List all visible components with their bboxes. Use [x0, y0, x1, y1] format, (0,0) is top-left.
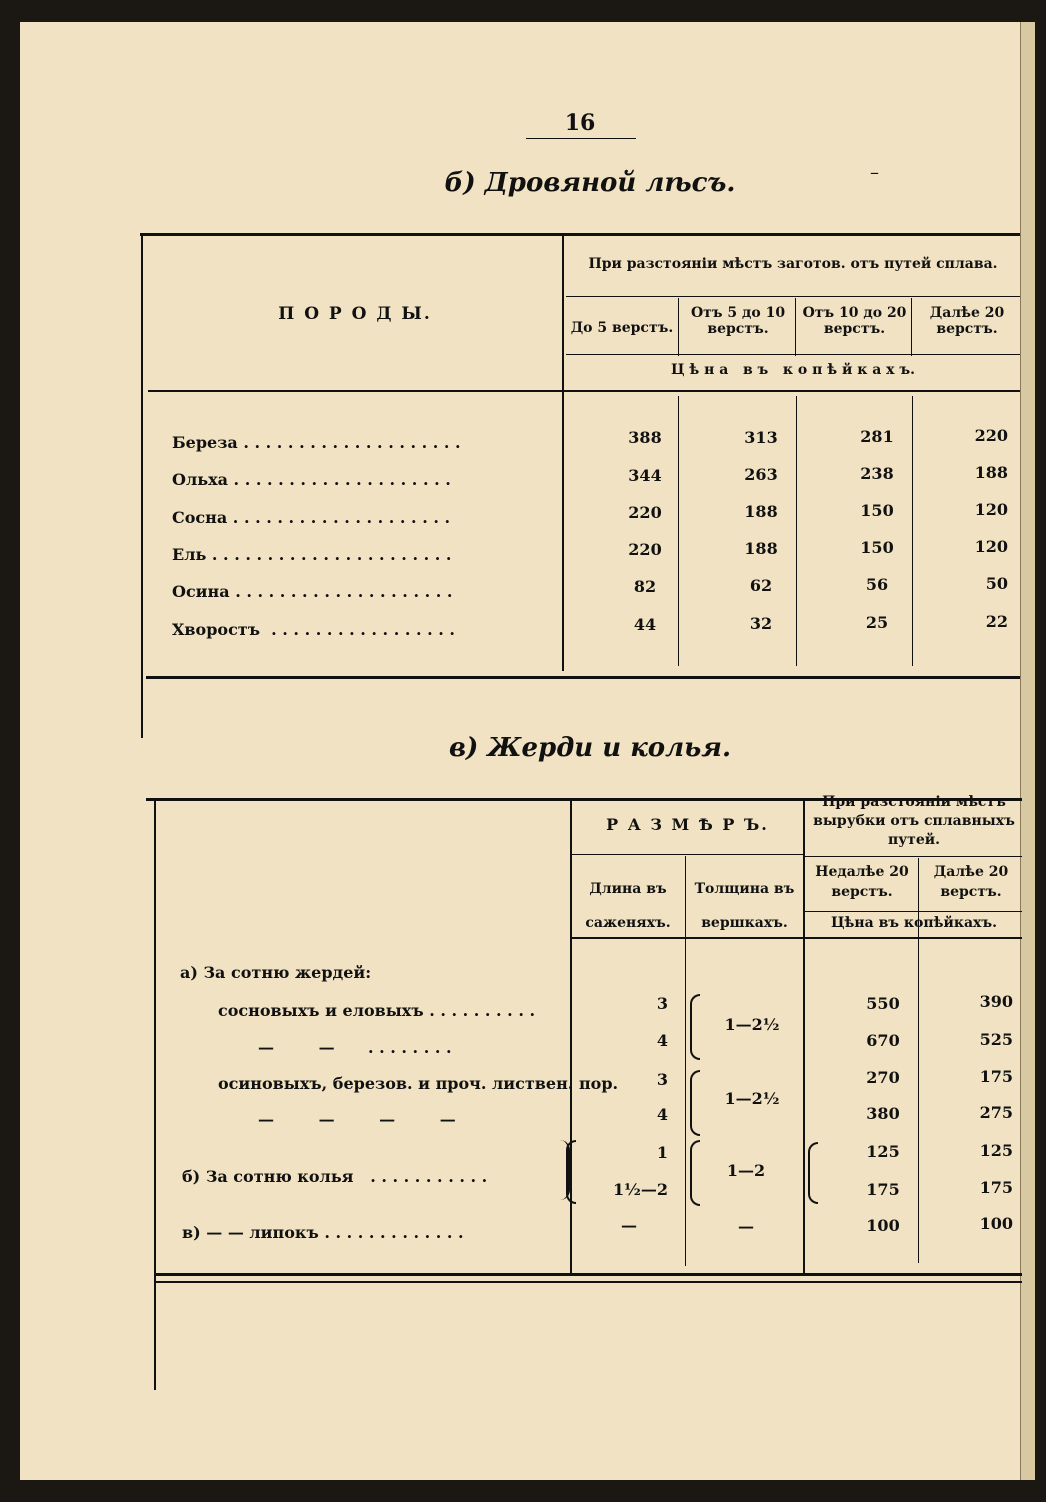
table-cell: 56 — [865, 575, 889, 594]
table-cell-length: 4 — [656, 1105, 668, 1124]
header-bottom-rule — [148, 390, 1020, 392]
size-header-rule — [572, 854, 803, 855]
table-cell: 120 — [974, 500, 1008, 519]
table-cell-length: 3 — [656, 994, 668, 1013]
col-divider-1 — [678, 298, 679, 356]
thickness-header: Толщина въ вершкахъ. — [694, 881, 795, 931]
section-title-firewood: б) Дровяной лѣсъ. — [444, 168, 736, 198]
table-cell-length: 4 — [656, 1031, 668, 1050]
column-header: До 5 верстъ. — [570, 320, 674, 336]
far-header: Далѣе 20 верстъ. — [933, 864, 1009, 900]
columns-rule — [566, 354, 1020, 355]
price-header: Ц ѣ н а в ъ к о п ѣ й к а х ъ. — [671, 362, 915, 378]
column-header: Отъ 10 до 20 верстъ. — [802, 305, 907, 337]
table-cell: 50 — [985, 574, 1008, 593]
row-label-aspen: осиновыхъ, березов. и проч. листвен. пор. — [218, 1074, 619, 1093]
table-cell-far: 125 — [979, 1141, 1013, 1160]
table-cell: 25 — [865, 613, 889, 632]
table-cell-near: 380 — [866, 1104, 900, 1123]
table-cell: 344 — [628, 466, 662, 485]
table-cell: 238 — [860, 464, 894, 483]
table-cell-thickness: — — [738, 1217, 754, 1236]
table-cell: 220 — [628, 503, 662, 522]
size-header: Р А З М Ѣ Р Ъ. — [606, 815, 769, 834]
row-label-dash-aspen: — — — — — [258, 1110, 456, 1129]
table-row-label: Осина . . . . . . . . . . . . . . . . . . . . — [172, 582, 453, 601]
table-cell: 22 — [985, 612, 1008, 631]
column-header: Отъ 5 до 10 верстъ. — [690, 305, 786, 337]
table-row-label: Хворостъ . . . . . . . . . . . . . . . . . — [172, 620, 455, 639]
table-cell: 263 — [744, 465, 778, 484]
table-cell: 220 — [628, 540, 662, 559]
distance-header: При разстояніи мѣстъ вырубки отъ сплавныхъ путей. — [813, 794, 1015, 848]
length-header: Длина въ саженяхъ. — [585, 881, 671, 931]
table-cell-thickness: 1—2½ — [724, 1015, 780, 1034]
col-divider-3 — [911, 298, 912, 356]
column-header: Далѣе 20 верстъ. — [929, 305, 1005, 337]
table-cell: 150 — [860, 501, 894, 520]
row-label-pine: сосновыхъ и еловыхъ . . . . . . . . . . — [218, 1001, 536, 1020]
table-cell-far: 275 — [979, 1103, 1013, 1122]
table-cell: 281 — [860, 427, 894, 446]
page-number: 16 — [564, 110, 596, 136]
table-left-rule — [154, 800, 156, 1390]
table-cell: 44 — [633, 615, 657, 634]
body-divider-3 — [912, 396, 913, 666]
brace-left — [808, 1142, 818, 1204]
table-row-label: Сосна . . . . . . . . . . . . . . . . . . . . — [172, 508, 451, 527]
table-cell-near: 670 — [866, 1031, 900, 1050]
group-header: При разстояніи мѣстъ заготов. отъ путей сплава. — [588, 256, 998, 272]
page-number-rule — [526, 138, 636, 139]
table-cell-near: 125 — [866, 1142, 900, 1161]
table-cell-near: 550 — [866, 994, 900, 1013]
table-cell-length: 1 — [656, 1143, 668, 1162]
col-divider-2 — [795, 298, 796, 356]
row-label-dash-pine: — — . . . . . . . . — [258, 1038, 452, 1057]
table-cell-far: 525 — [979, 1030, 1013, 1049]
table-bottom-rule — [156, 1273, 1022, 1276]
brace-left — [690, 994, 700, 1060]
table-cell-near: 270 — [866, 1068, 900, 1087]
group-label-poles: а) За сотню жердей: — [180, 963, 372, 982]
distance-header-rule — [805, 856, 1022, 857]
table-cell-thickness: 1—2½ — [724, 1089, 780, 1108]
table-cell: 188 — [744, 502, 778, 521]
table-cell: 188 — [744, 539, 778, 558]
table-cell: 313 — [744, 428, 778, 447]
stub-header: П О Р О Д Ы. — [278, 304, 432, 324]
table-cell: 150 — [860, 538, 894, 557]
table-cell-near: 100 — [866, 1216, 900, 1235]
stub-divider — [562, 236, 564, 671]
page-edge — [1020, 22, 1035, 1480]
stray-mark: – — [870, 162, 879, 183]
table-cell-far: 100 — [979, 1214, 1013, 1233]
table-bottom-rule — [146, 676, 1020, 679]
table-cell: 220 — [974, 426, 1008, 445]
price-header: Цѣна въ копѣйкахъ. — [831, 915, 997, 931]
row-label-linden: в) — — липокъ . . . . . . . . . . . . . — [182, 1223, 464, 1242]
table-cell-near: 175 — [866, 1180, 900, 1199]
group-header-rule — [566, 296, 1020, 297]
brace-left — [690, 1140, 700, 1206]
table-cell: 62 — [749, 576, 773, 595]
near-header: Недалѣе 20 верстъ. — [815, 864, 909, 900]
stub-divider — [570, 800, 572, 1276]
table-cell-far: 175 — [979, 1067, 1013, 1086]
table-cell: 82 — [633, 577, 657, 596]
table-cell-thickness: 1—2 — [726, 1161, 766, 1180]
table-cell-length: 3 — [656, 1070, 668, 1089]
table-top-rule — [140, 233, 1020, 236]
brace-left — [690, 1070, 700, 1136]
table-cell-length: 1½—2 — [613, 1180, 668, 1199]
size-divider — [803, 800, 805, 1276]
table-cell-far: 390 — [979, 992, 1013, 1011]
price-header-rule — [805, 911, 1022, 912]
brace-left — [566, 1140, 576, 1204]
body-divider-2 — [796, 396, 797, 666]
table-cell: 188 — [974, 463, 1008, 482]
table-cell-far: 175 — [979, 1178, 1013, 1197]
table-cell: 32 — [749, 614, 773, 633]
table-cell: 388 — [628, 428, 662, 447]
row-label-stakes: б) За сотню колья . . . . . . . . . . . — [182, 1167, 488, 1186]
table-bottom-rule-2 — [156, 1281, 1022, 1283]
table-row-label: Ель . . . . . . . . . . . . . . . . . . . . . . — [172, 545, 452, 564]
table-cell: 120 — [974, 537, 1008, 556]
section-title-poles: в) Жерди и колья. — [448, 733, 732, 763]
table-row-label: Береза . . . . . . . . . . . . . . . . . . . . — [172, 433, 461, 452]
table-cell-length: — — [621, 1216, 637, 1235]
table-left-rule — [141, 233, 143, 738]
length-thickness-divider — [685, 856, 686, 1266]
table-row-label: Ольха . . . . . . . . . . . . . . . . . . . . — [172, 470, 451, 489]
